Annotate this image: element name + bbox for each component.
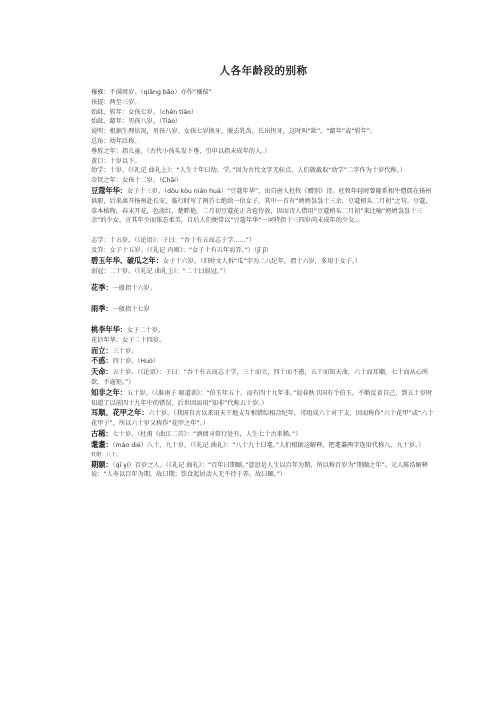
entry-text: 女子二十四岁。 [121, 336, 166, 344]
entry-text: 十五岁。（《论语》：子曰：“吾十有五而志于学……”） [109, 237, 256, 245]
entry-youxue [91, 166, 436, 176]
entry-text: 男孩八岁。（Tiáo） [128, 118, 182, 126]
entry-huajia [91, 408, 436, 429]
entry-term: 垂髫之年： [91, 147, 122, 155]
entry-chuitiao [91, 147, 436, 157]
entry-text: 幼年泛称。 [109, 137, 141, 145]
entry-text: 二十岁。（《礼记 曲礼上》：“二十曰弱冠。”） [109, 267, 230, 275]
entry-text: 一般指十六岁。 [112, 285, 156, 293]
entry-text: 女子十五岁。（《礼记 内则》：“女子十有五年而笄。”）（jī jī） [109, 246, 273, 254]
entry-term: 雨季： [91, 304, 113, 314]
entry-taoli [91, 325, 436, 336]
entry-buhuo [91, 356, 436, 367]
entry-text: 三十岁。 [112, 347, 138, 355]
entry-guxi [91, 429, 436, 440]
entry-text: 六十岁。（我国自古以来用天干地支互相错综相合纪年，可组成六十对干支，因而称作“六十花甲”或“六十花甲子”，所以六十岁又称作“花甲之年”。） [91, 410, 434, 428]
entry-yuji [91, 304, 436, 315]
entry-zhangchao [91, 451, 436, 460]
entry-text: 五十岁。（《淮南子 原道训》：“伯玉年五十，而有四十九年非。”说春秋卫国有个伯玉，不断反省自己，到五十岁时知道了以前四十九年中的错误，后世因而用“知非”代称五十岁。） [91, 389, 433, 407]
entry-term: 花信年华： [91, 336, 122, 344]
page-title: 人各年龄段的别称 [219, 65, 308, 77]
entry-haiti [91, 98, 436, 108]
entry-text: 两至三岁。 [109, 98, 141, 106]
entry-text: 根据生理状况，男孩八岁、女孩七岁换牙，脱去乳齿，长出恒牙，这时叫“龀”。“龆年”或“髫年”。 [109, 128, 377, 136]
entry-term: 豆蔻年华： [91, 185, 127, 195]
entry-term: 耳顺、花甲之年： [91, 408, 149, 418]
entry-term: 耄耋： [91, 439, 113, 449]
entry-text: 五十岁。（《论语》：子曰：“吾十有五而志于学，三十而立，四十而不惑，五十而知天命，六十而耳顺，七十而从心所欲，不逾矩。”） [91, 369, 429, 386]
entry-term: 天命： [91, 367, 113, 377]
entry-huangkou [91, 157, 436, 167]
spacer [91, 226, 436, 236]
entry-term: 知非之年： [91, 387, 127, 397]
entry-term: 古稀： [91, 428, 113, 438]
entry-text: 女孩十二岁。（Chāi） [121, 177, 183, 185]
entry-term: 襁褓： [91, 89, 110, 96]
entry-tiaonian [91, 108, 436, 118]
entry-term: 黄口： [91, 157, 110, 165]
entry-biyu [91, 256, 436, 267]
entry-term: 杖朝： [91, 451, 107, 458]
entry-text: 女子十三岁。（dòu kòu nián huá）“豆蔻年华”，出自唐人杜牧《赠别》诗。杜牧年轻时曾随系相牛僧儒在扬州供职，后来离开扬州赴长安，临行时写了两首七绝给一位女子，其中一首有“娉娉袅袅十三余，豆蔻梢头二月初”之句。豆蔻，草本植物，春末开花，色淡红，楚畔艳。二月初豆蔻花正含苞待放，因而诗人借用“豆蔻梢头二月初”来比喻“娉娉袅袅十三余”的少女，言其年少而体态柔美，自后人们便常以“豆蔻年华”一词特指十三四岁尚未成年的少女。。 [91, 187, 432, 225]
entry-qiangbao [91, 88, 436, 98]
spacer [91, 315, 436, 325]
entry-term: 总角： [91, 137, 110, 145]
entry-huaji [91, 283, 436, 294]
entry-term: 始龀、龆年： [91, 118, 129, 126]
spacer [91, 276, 436, 283]
entry-zongjiao [91, 137, 436, 147]
entry-erli [91, 346, 436, 357]
entry-tiaonian-boy [91, 117, 436, 127]
entry-term: 而立： [91, 345, 113, 355]
entry-text: 十岁以下。 [109, 157, 141, 165]
entry-maodie [91, 440, 436, 451]
entry-jiji [91, 246, 436, 256]
entry-jinchai [91, 176, 436, 186]
entry-text: 七十岁。（杜甫《曲江二首》：“酒债寻常行处有，人生七十古来稀。”） [112, 430, 302, 438]
entry-term: 幼学： [91, 167, 110, 175]
entry-term: 弱冠： [91, 267, 110, 275]
entry-text: 一般指十七岁 [112, 306, 150, 314]
entry-term: 志学： [91, 237, 110, 245]
entry-shuoming [91, 127, 436, 137]
entry-doukou [91, 186, 436, 226]
entry-term: 金钗之年： [91, 177, 122, 185]
entry-term: 不惑： [91, 356, 113, 366]
entry-text: 不满周岁。（qiǎng bǎo）亦作“襁葆” [109, 89, 212, 96]
entry-term: 说明： [91, 128, 110, 136]
entry-term: 期颐： [91, 459, 113, 469]
entry-text: 女子二十岁。 [126, 326, 165, 334]
entry-tianming [91, 367, 436, 388]
entry-term: 孩提： [91, 98, 110, 106]
entry-qiyi [91, 460, 436, 481]
entry-text: 女子十六岁。（旧时文人拆“瓜”字为二八纪年，谓十六岁，多用于女子。） [162, 257, 362, 265]
entry-term: 碧玉年华、破瓜之年： [91, 255, 163, 265]
entry-text: （mào dié）八十、九十岁。（《礼记 曲礼》：“八十九十曰耄。”人们根据这解释，把耄耋两字连用代称八、九十岁。） [112, 441, 425, 449]
entry-zhixue [91, 236, 436, 246]
entry-term: 及笄： [91, 246, 110, 254]
entry-text: 四十岁。（Huò） [112, 358, 159, 366]
entry-ruoguan [91, 267, 436, 277]
spacer [91, 294, 436, 304]
entry-text: 八十。 [106, 451, 122, 458]
entry-text: 指儿童。（古代小孩头发下垂，引申以指未成年的人。） [121, 147, 271, 155]
entry-zhifei [91, 388, 436, 409]
entry-term: 始龀、髫年： [91, 108, 129, 116]
entry-text: 十岁。《《礼记 曲礼上》：“人生十年曰幼，学。”因为古代文字无标点，人们就截取“幼学”二字作为十岁代称。） [109, 167, 406, 175]
entry-text: 女孩七岁。（chèn tiáo） [128, 108, 198, 116]
entry-term: 花季： [91, 283, 113, 293]
entry-term: 桃李年华： [91, 324, 127, 334]
entry-huaxin [91, 336, 436, 346]
entry-text: （qī yí）百岁之人。（《礼记 曲礼》：“百年曰期颐。”意思是人生以百年为期，所以称百岁为“期颐之年”。元人陈浩解释说：“人寿以百年为期，故曰期；饮食起居动人无不待于养，故曰颐。”） [91, 461, 429, 479]
